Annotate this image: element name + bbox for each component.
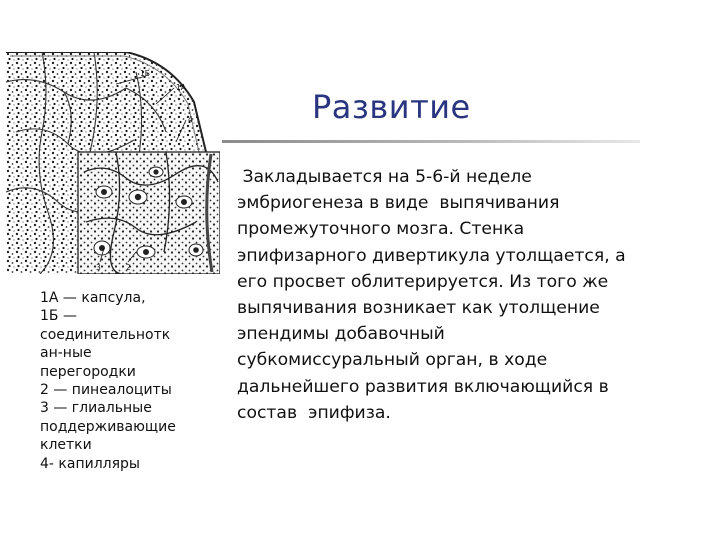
legend-line: ан-ные [40,345,92,362]
legend-line: клетки [40,437,92,454]
legend-line: 2 — пинеалоциты [40,382,172,399]
body-line: эмбриогенеза в виде выпячивания [237,193,560,214]
legend-line: 3 — глиальные [40,400,152,417]
figure-label-4: 4 [188,115,193,124]
body-line: его просвет облитерируется. Из того же [237,271,609,292]
figure-legend [40,289,220,473]
figure-label-1b: 1Б [140,69,150,78]
legend-line: соединительнотк [40,326,171,343]
figure-label-3: 3 [96,263,101,272]
figure-label-1a: 1А [176,83,186,92]
histology-figure [6,52,220,274]
figure-label-2: 2 [126,263,131,272]
slide-title: Развитие [312,88,471,126]
body-line: промежуточного мозга. Стенка [237,219,525,240]
title-divider [222,140,640,143]
body-line: выпячивания возникает как утолщение [237,298,600,319]
legend-line: 1Б — [40,308,77,325]
body-line: состав эпифиза. [237,402,391,423]
body-line: дальнейшего развития включающийся в [237,376,609,397]
body-paragraph [237,164,687,426]
body-line: эпифизарного дивертикула утолщается, а [237,245,626,266]
body-line: Закладывается на 5-6-й неделе [237,167,532,187]
legend-line: 1А — капсула, [40,290,146,306]
body-line: эпендимы добавочный [237,324,445,345]
legend-line: 4- капилляры [40,455,140,472]
legend-line: перегородки [40,363,136,380]
body-line: субкомиссуральный орган, в ходе [237,350,548,371]
legend-line: поддерживающие [40,418,176,435]
